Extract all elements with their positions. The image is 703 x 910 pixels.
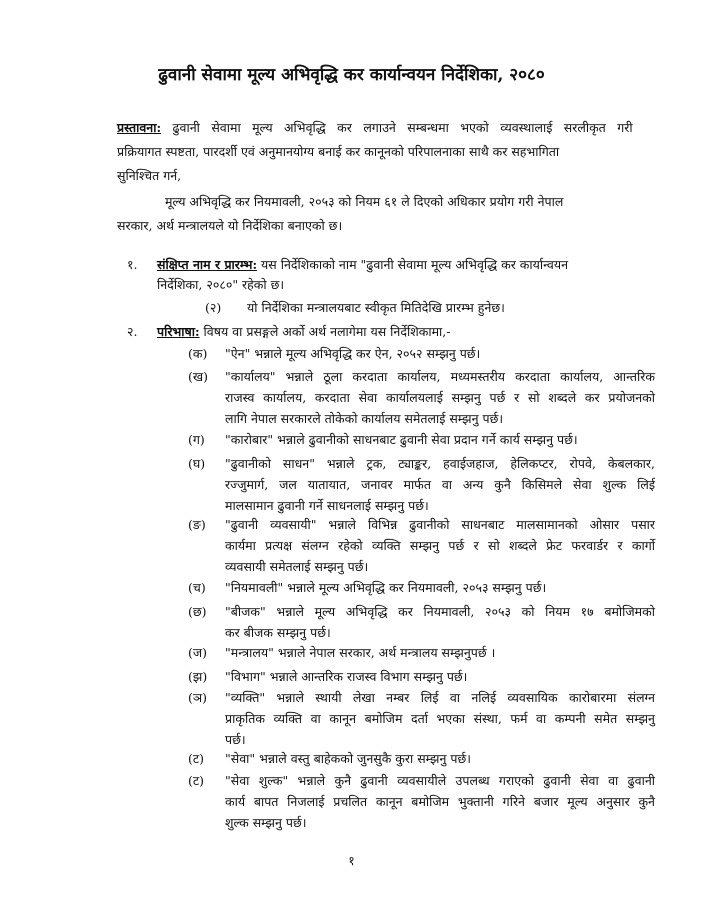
preamble-text-1: ढुवानी सेवामा मूल्य अभिवृद्धि कर लगाउने सम्बन्धमा भएको व्यवस्थालाई सरलीकृत गरी [172, 120, 633, 135]
preamble-line-5: सरकार, अर्थ मन्त्रालयले यो निर्देशिका बनाएको छ। [117, 218, 343, 233]
definition-marker: (ट) [188, 773, 205, 788]
definition-marker: (ज) [188, 645, 208, 660]
definition-line [225, 690, 655, 706]
definition-marker: (ङ) [188, 517, 206, 532]
definition-line [225, 604, 655, 620]
section-1-line-2: निर्देशिका, २०८०" रहेको छ। [157, 277, 285, 292]
definition-line [225, 711, 655, 727]
definition-line: "सेवा" भन्नाले वस्तु बाहेकको जुनसुकै कुरा सम्झनु पर्छ। [225, 751, 471, 766]
section-2-intro-text: विषय वा प्रसङ्गले अर्को अर्थ नलागेमा यस निर्देशिकामा,- [203, 324, 451, 339]
definition-line-text: प्राकृतिक व्यक्ति वा कानून बमोजिम दर्ता भएका संस्था, फर्म वा कम्पनी समेत सम्झनु [225, 711, 655, 726]
definition-line: शुल्क सम्झनु पर्छ। [225, 815, 307, 830]
preamble-line-2: प्रक्रियागत स्पष्टता, पारदर्शी एवं अनुमानयोग्य बनाई कर कानूनको परिपालनाका साथै कर सहभागिता [117, 144, 560, 159]
section-1-sub-2-marker: (२) [205, 300, 222, 315]
definition-line-text: "सेवा शुल्क" भन्नाले कुनै ढुवानी व्यवसायीले उपलब्ध गराएको ढुवानी सेवा वा ढुवानी [225, 773, 655, 788]
preamble-line-3: सुनिश्चित गर्न, [117, 168, 182, 183]
definition-line [225, 477, 655, 493]
definition-line: "विभाग" भन्नाले आन्तरिक राजस्व विभाग सम्झनु पर्छ। [225, 669, 468, 684]
definition-marker: (छ) [188, 604, 207, 619]
definition-line: "कारोबार" भन्नाले ढुवानीको साधनबाट ढुवानी सेवा प्रदान गर्ने कार्य सम्झनु पर्छ। [225, 432, 578, 447]
definition-line-text: "ढुवानीको साधन" भन्नाले ट्रक, ट्याङ्कर, हवाईजहाज, हेलिकप्टर, रोपवे, केबलकार, [225, 456, 655, 471]
definition-line-text: "बीजक" भन्नाले मूल्य अभिवृद्धि कर नियमावली, २०५३ को नियम १७ बमोजिमको [225, 604, 655, 619]
definition-line [225, 456, 655, 472]
page-number: १ [348, 853, 355, 868]
definition-line [225, 794, 655, 810]
definition-line: मालसामान ढुवानी गर्ने साधनलाई सम्झनु पर्छ। [225, 498, 429, 513]
definition-line-text: "ढुवानी व्यवसायी" भन्नाले विभिन्न ढुवानीको साधनबाट मालसामानको ओसार पसार [225, 517, 655, 532]
preamble-line-4: मूल्य अभिवृद्धि कर नियमावली, २०५३ को नियम ६१ ले दिएको अधिकार प्रयोग गरी नेपाल [165, 194, 564, 209]
section-1-heading: संक्षिप्त नाम र प्रारम्भ: [157, 257, 258, 272]
definition-line [225, 369, 655, 385]
definition-marker: (ख) [188, 369, 208, 384]
definition-marker: (च) [188, 580, 206, 595]
section-1-text-1: यस निर्देशिकाको नाम "ढुवानी सेवामा मूल्य अभिवृद्धि कर कार्यान्वयन [261, 257, 569, 272]
definition-line: "मन्त्रालय" भन्नाले नेपाल सरकार, अर्थ मन्त्रालय सम्झनुपर्छ । [225, 645, 496, 660]
definition-line-text: रज्जुमार्ग, जल यातायात, जनावर मार्फत वा अन्य कुनै किसिमले सेवा शुल्क लिई [225, 477, 655, 492]
definition-line [225, 517, 655, 533]
definition-line: पर्छ। [225, 732, 246, 747]
document-title: ढुवानी सेवामा मूल्य अभिवृद्धि कर कार्यान्वयन निर्देशिका, २०८० [158, 65, 545, 85]
definition-line [225, 773, 655, 789]
section-1-sub-2-text: यो निर्देशिका मन्त्रालयबाट स्वीकृत मितिदेखि प्रारम्भ हुनेछ। [247, 300, 505, 315]
section-2-intro [157, 324, 450, 340]
section-2-number: २. [127, 324, 138, 339]
preamble-line-1 [117, 120, 655, 136]
definition-line-text: राजस्व कार्यालय, करदाता सेवा कार्यालयलाई सम्झनु पर्छ र सो शब्दले कर प्रयोजनको [225, 390, 655, 405]
section-2-heading: परिभाषा: [157, 324, 200, 339]
definition-marker: (क) [188, 346, 208, 361]
definition-line: "ऐन" भन्नाले मूल्य अभिवृद्धि कर ऐन, २०५२ सम्झनु पर्छ। [225, 346, 481, 361]
definition-line-text: कार्यमा प्रत्यक्ष संलग्न रहेको व्यक्ति सम्झनु पर्छ र सो शब्दले फ्रेट फरवार्डर र कार्गो [225, 538, 655, 553]
definition-marker: (ग) [188, 432, 205, 447]
definition-marker: (ञ) [188, 690, 208, 705]
definition-marker: (घ) [188, 456, 206, 471]
section-1-line-1 [157, 257, 568, 273]
definition-marker: (ट) [188, 751, 205, 766]
definition-line: लागि नेपाल सरकारले तोकेको कार्यालय समेतलाई सम्झनु पर्छ। [225, 411, 504, 426]
definition-line: "नियमावली" भन्नाले मूल्य अभिवृद्धि कर नियमावली, २०५३ सम्झनु पर्छ। [225, 580, 547, 595]
definition-marker: (झ) [188, 669, 208, 684]
definition-line-text: "व्यक्ति" भन्नाले स्थायी लेखा नम्बर लिई वा नलिई व्यवसायिक कारोबारमा संलग्न [225, 690, 655, 705]
definition-line-text: "कार्यालय" भन्नाले ठूला करदाता कार्यालय, मध्यमस्तरीय करदाता कार्यालय, आन्तरिक [225, 369, 655, 384]
definition-line [225, 390, 655, 406]
definition-line [225, 538, 655, 554]
definition-line: कर बीजक सम्झनु पर्छ। [225, 625, 331, 640]
section-1-number: १. [127, 257, 138, 272]
definition-line: व्यवसायी समेतलाई सम्झनु पर्छ। [225, 559, 369, 574]
definition-line-text: कार्य बापत निजलाई प्रचलित कानून बमोजिम भुक्तानी गरिने बजार मूल्य अनुसार कुनै [225, 794, 655, 809]
preamble-heading: प्रस्तावना: [117, 120, 162, 135]
